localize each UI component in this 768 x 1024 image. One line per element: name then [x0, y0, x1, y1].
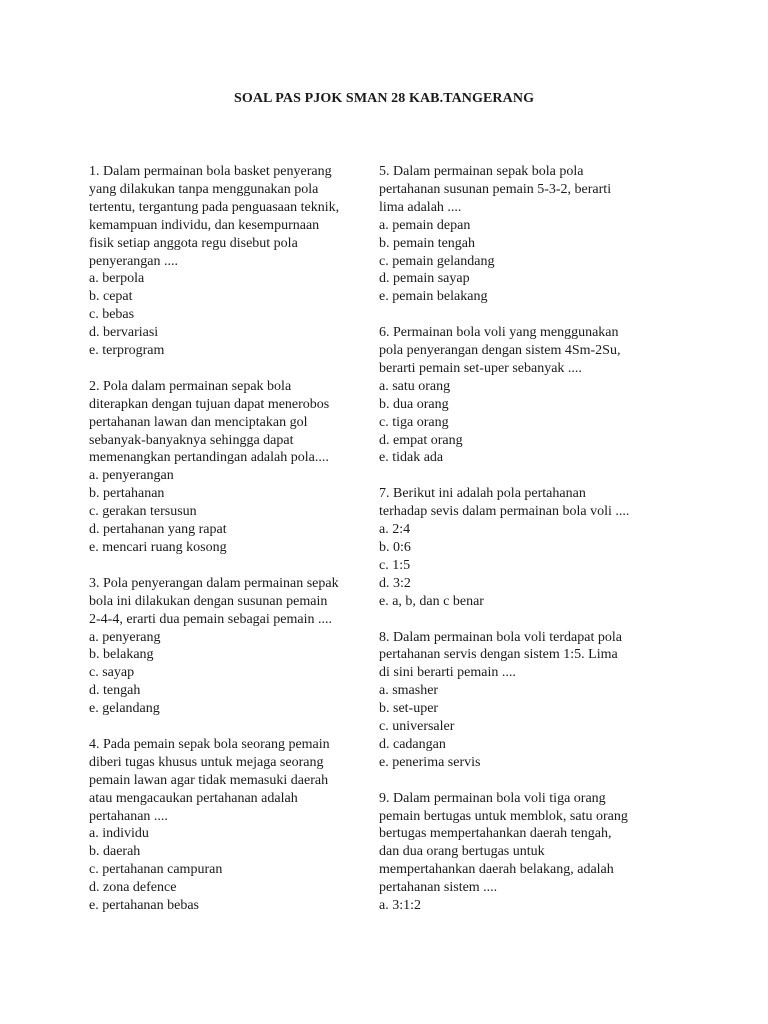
answer-option: d. pertahanan yang rapat — [89, 522, 227, 538]
answer-option: e. pertahanan bebas — [89, 898, 199, 914]
answer-option: c. universaler — [379, 719, 455, 735]
answer-options — [379, 217, 679, 307]
question-text: 9. Dalam permainan bola voli tiga orang pemain bertugas untuk memblok, satu orang bertugas mempertahankan daerah tengah, dan dua orang bertugas untuk mempertahankan daerah belakang, adalah pertahanan sistem .... — [379, 790, 628, 896]
answer-options — [89, 270, 379, 360]
answer-option: c. gerakan tersusun — [89, 504, 197, 520]
right-column — [379, 163, 679, 933]
answer-option: c. tiga orang — [379, 414, 449, 430]
question-text: 4. Pada pemain sepak bola seorang pemain diberi tugas khusus untuk mejaga seorang pemain lawan agar tidak memasuki daerah atau mengacaukan pertahanan adalah pertahanan .... — [89, 736, 330, 824]
question-6 — [379, 324, 679, 467]
answer-options — [89, 629, 379, 719]
answer-option: a. pemain depan — [379, 217, 471, 233]
answer-option: d. bervariasi — [89, 325, 159, 341]
answer-options — [379, 378, 679, 468]
question-1 — [89, 163, 379, 360]
answer-option: b. pemain tengah — [379, 235, 476, 251]
answer-option: e. mencari ruang kosong — [89, 540, 227, 556]
answer-option: e. gelandang — [89, 701, 160, 717]
question-text: 2. Pola dalam permainan sepak bola diterapkan dengan tujuan dapat menerobos pertahanan lawan dan menciptakan gol sebanyak-banyaknya sehingga dapat memenangkan pertandingan adalah pola.... — [89, 378, 330, 466]
answer-option: c. 1:5 — [379, 557, 411, 573]
question-text: 3. Pola penyerangan dalam permainan sepak bola ini dilakukan dengan susunan pemain 2-4-4, erarti dua pemain sebagai pemain .... — [89, 575, 339, 627]
answer-options — [379, 897, 679, 915]
answer-option: d. pemain sayap — [379, 271, 470, 287]
question-text: 7. Berikut ini adalah pola pertahanan terhadap sevis dalam permainan bola voli .... — [379, 486, 630, 520]
answer-options — [89, 467, 379, 557]
answer-option: b. pertahanan — [89, 486, 165, 502]
answer-option: d. zona defence — [89, 880, 177, 896]
answer-options — [379, 682, 679, 772]
answer-option: b. set-uper — [379, 701, 439, 717]
answer-option: e. penerima servis — [379, 754, 481, 770]
answer-option: c. sayap — [89, 665, 135, 681]
answer-options — [89, 825, 379, 915]
answer-option: b. dua orang — [379, 396, 449, 412]
answer-option: a. penyerangan — [89, 468, 174, 484]
answer-option: d. empat orang — [379, 432, 463, 448]
answer-options — [379, 521, 679, 611]
question-7 — [379, 485, 679, 610]
answer-option: c. bebas — [89, 307, 135, 323]
answer-option: a. berpola — [89, 271, 145, 287]
answer-option: b. daerah — [89, 844, 141, 860]
answer-option: e. terprogram — [89, 343, 165, 359]
question-text: 5. Dalam permainan sepak bola pola pertahanan susunan pemain 5-3-2, berarti lima adalah .... — [379, 164, 612, 215]
answer-option: d. cadangan — [379, 736, 446, 752]
question-text: 6. Permainan bola voli yang menggunakan pola penyerangan dengan sistem 4Sm-2Su, berarti pemain set-uper sebanyak .... — [379, 325, 621, 376]
answer-option: d. 3:2 — [379, 575, 411, 591]
question-8 — [379, 629, 679, 772]
answer-option: a. smasher — [379, 683, 439, 699]
answer-option: a. individu — [89, 826, 149, 842]
answer-option: e. pemain belakang — [379, 289, 488, 305]
answer-option: e. a, b, dan c benar — [379, 593, 484, 609]
answer-option: a. penyerang — [89, 629, 161, 645]
question-4 — [89, 736, 379, 915]
question-text: 1. Dalam permainan bola basket penyerang yang dilakukan tanpa menggunakan pola tertentu, tergantung pada penguasaan teknik, kemampuan individu, dan kesempurnaan fisik setiap anggota regu disebut pola penyerangan .... — [89, 164, 340, 269]
document-title: SOAL PAS PJOK SMAN 28 KAB.TANGERANG — [233, 91, 535, 106]
left-column — [89, 163, 379, 933]
answer-option: e. tidak ada — [379, 450, 444, 466]
answer-option: c. pertahanan campuran — [89, 862, 223, 878]
question-3 — [89, 575, 379, 718]
answer-option: a. 2:4 — [379, 522, 411, 538]
answer-option: c. pemain gelandang — [379, 253, 495, 269]
question-2 — [89, 378, 379, 557]
answer-option: d. tengah — [89, 683, 141, 699]
answer-option: b. belakang — [89, 647, 154, 663]
answer-option: b. cepat — [89, 289, 133, 305]
answer-option: b. 0:6 — [379, 540, 411, 555]
answer-option: a. 3:1:2 — [379, 898, 421, 914]
question-text: 8. Dalam permainan bola voli terdapat pola pertahanan servis dengan sistem 1:5. Lima di sini berarti pemain .... — [379, 629, 622, 681]
question-5 — [379, 163, 679, 306]
answer-option: a. satu orang — [379, 378, 451, 394]
question-9 — [379, 790, 679, 915]
